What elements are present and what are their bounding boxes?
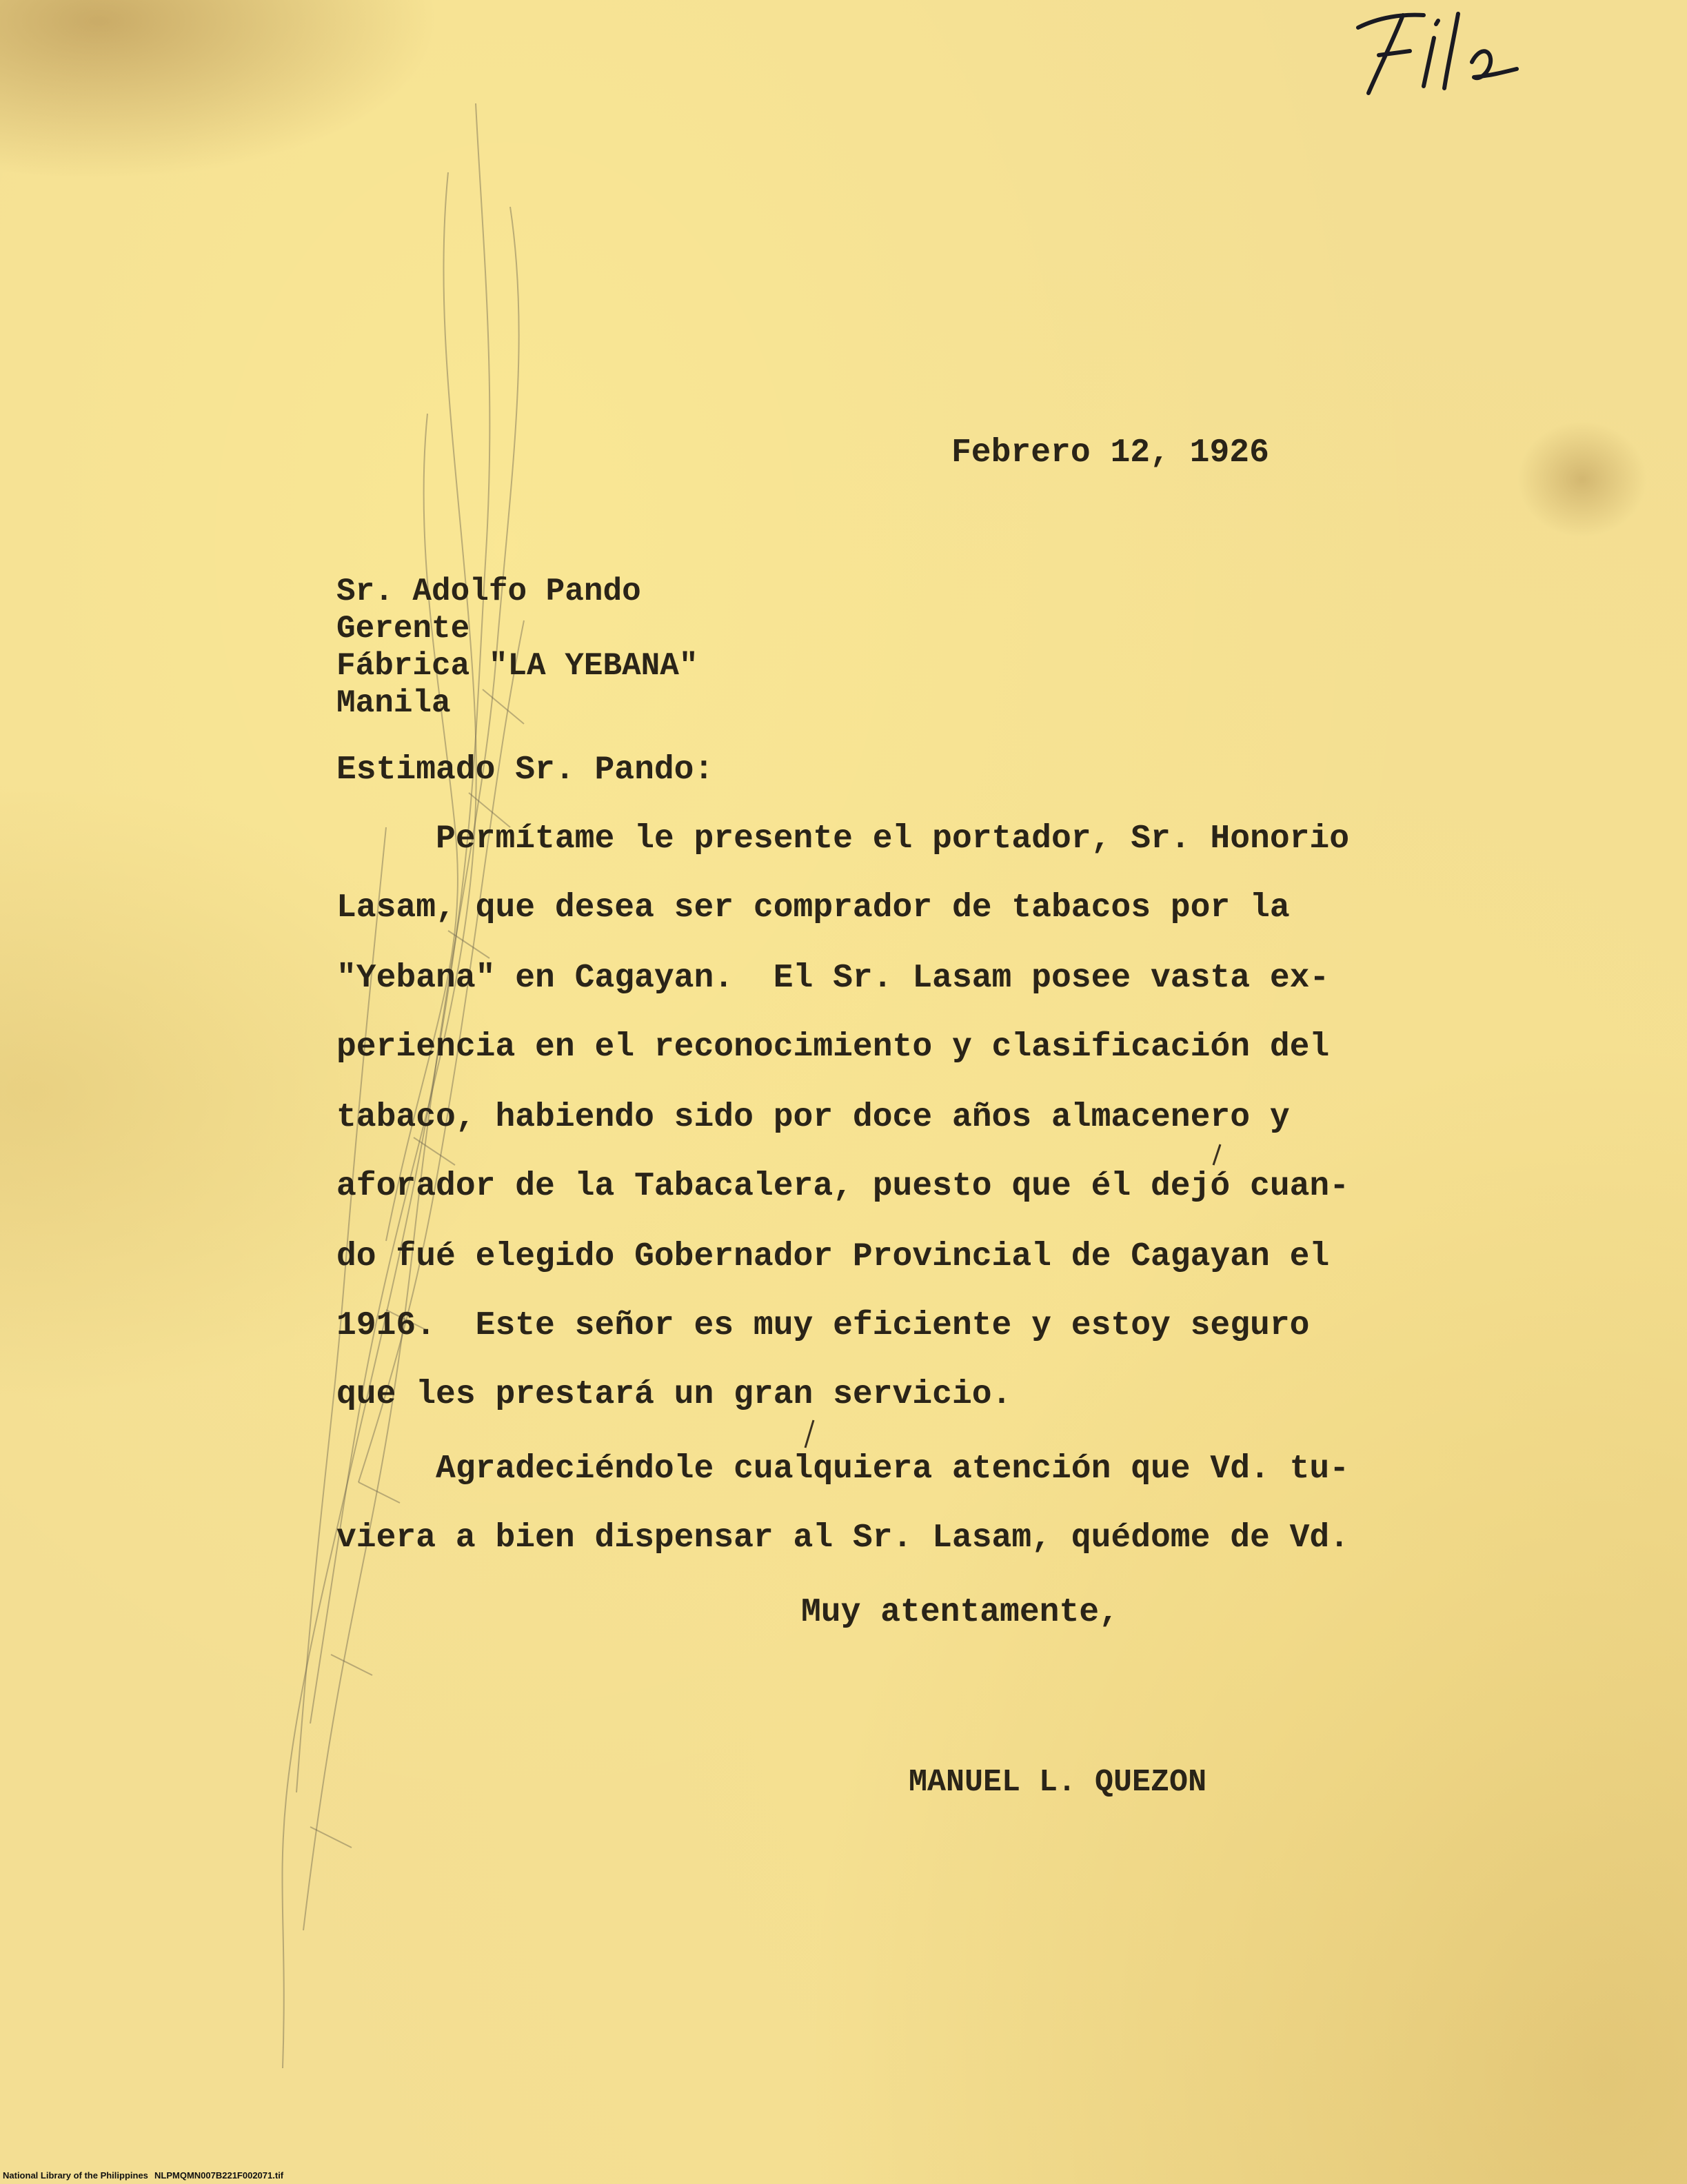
- body-line: aforador de la Tabacalera, puesto que él dejó cuan-: [336, 1168, 1350, 1205]
- body-line: Permítame le presente el portador, Sr. Honorio: [336, 820, 1350, 858]
- body-line: que les prestará un gran servicio.: [336, 1376, 1012, 1413]
- handwritten-file-note: [1337, 0, 1531, 103]
- recipient-name: Sr. Adolfo Pando: [336, 574, 641, 609]
- footer-file-id: NLPMQMN007B221F002071.tif: [154, 2170, 284, 2181]
- salutation: Estimado Sr. Pando:: [336, 751, 714, 789]
- recipient-city: Manila: [336, 685, 451, 721]
- footer-library-credit: National Library of the Philippines: [3, 2170, 148, 2181]
- body-line: Agradeciéndole cualquiera atención que Vd. tu-: [336, 1450, 1350, 1488]
- recipient-company: Fábrica "LA YEBANA": [336, 648, 698, 684]
- paper-edge-stain: [0, 0, 496, 207]
- body-line: periencia en el reconocimiento y clasificación del: [336, 1029, 1330, 1066]
- signature-name: MANUEL L. QUEZON: [909, 1765, 1207, 1800]
- body-line: do fué elegido Gobernador Provincial de Cagayan el: [336, 1238, 1330, 1275]
- paper-stain: [1517, 421, 1648, 538]
- valediction: Muy atentamente,: [801, 1594, 1119, 1631]
- body-line: "Yebana" en Cagayan. El Sr. Lasam posee vasta ex-: [336, 960, 1330, 997]
- body-line: viera a bien dispensar al Sr. Lasam, quédome de Vd.: [336, 1519, 1350, 1557]
- recipient-title: Gerente: [336, 611, 470, 647]
- body-line: tabaco, habiendo sido por doce años almacenero y: [336, 1099, 1290, 1136]
- letter-date: Febrero 12, 1926: [951, 434, 1269, 472]
- body-line: 1916. Este señor es muy eficiente y estoy seguro: [336, 1307, 1310, 1344]
- body-line: Lasam, que desea ser comprador de tabacos por la: [336, 889, 1290, 927]
